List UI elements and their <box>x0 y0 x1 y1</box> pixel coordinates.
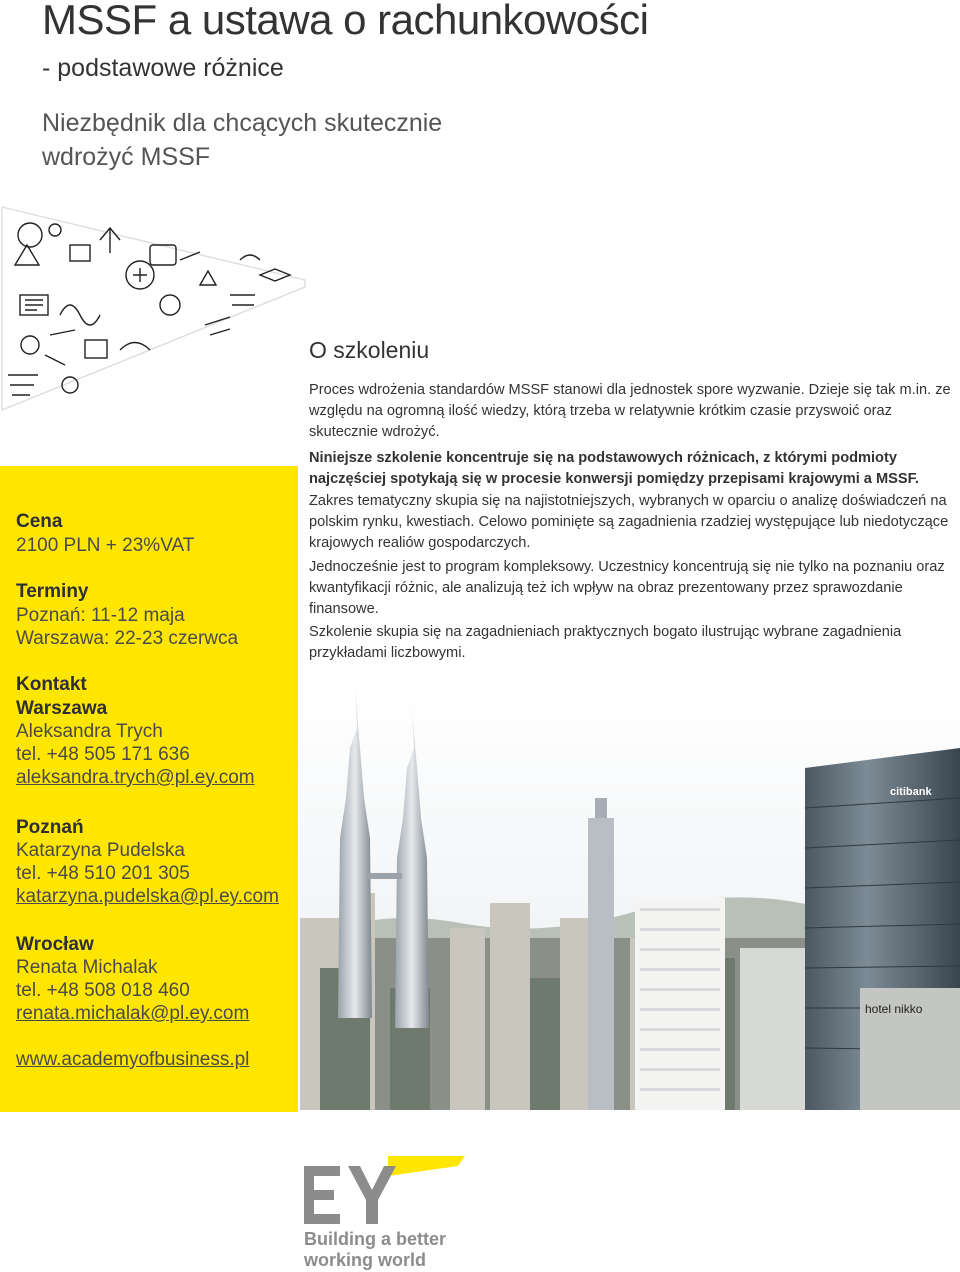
price-value: 2100 PLN + 23%VAT <box>16 535 195 556</box>
contact-city: Wrocław <box>16 934 94 955</box>
about-paragraph-highlight: Niniejsze szkolenie koncentruje się na podstawowych różnicach, z którymi podmioty najczęściej spotykają się w procesie konwersji pomiędzy przepisami krajowymi a MSSF. <box>309 450 919 487</box>
sketch-doodles-illustration <box>0 205 310 415</box>
city-skyline-photo <box>300 688 960 1110</box>
ey-slogan-line1: Building a better <box>304 1229 447 1249</box>
contact-email-link[interactable]: renata.michalak@pl.ey.com <box>16 1003 250 1024</box>
about-paragraph: Szkolenie skupia się na zagadnieniach praktycznych bogato ilustrując wybrane zagadnienia przykładami liczbowymi. <box>309 624 902 661</box>
info-sidebar <box>0 466 298 1112</box>
sign-hotel-nikko: hotel nikko <box>865 1002 923 1016</box>
website-link[interactable]: www.academyofbusiness.pl <box>16 1049 250 1070</box>
terms-label: Terminy <box>16 581 89 602</box>
about-paragraph: Jednocześnie jest to program kompleksowy. Uczestnicy koncentrują się nie tylko na poznaniu oraz kwantyfikacji różnic, ale analizują też ich wpływ na obraz prezentowany przez sprawozdanie finansowe. <box>309 559 945 617</box>
tagline: Niezbędnik dla chcących skutecznie wdrożyć MSSF <box>42 109 443 171</box>
ey-logo-beam <box>388 1156 465 1176</box>
contact-label: Kontakt <box>16 674 87 695</box>
contact-name: Renata Michalak <box>16 957 158 978</box>
contact-phone: tel. +48 508 018 460 <box>16 980 190 1001</box>
contact-email-link[interactable]: aleksandra.trych@pl.ey.com <box>16 767 255 788</box>
term-item: Poznań: 11-12 maja <box>16 605 185 626</box>
sign-citibank: citibank <box>890 786 932 798</box>
section-title-about: O szkoleniu <box>309 337 430 363</box>
contact-phone: tel. +48 505 171 636 <box>16 744 190 765</box>
contact-phone: tel. +48 510 201 305 <box>16 863 190 884</box>
contact-email-link[interactable]: katarzyna.pudelska@pl.ey.com <box>16 886 279 907</box>
document-title: MSSF a ustawa o rachunkowości <box>42 0 649 43</box>
contact-city: Warszawa <box>16 698 108 719</box>
contact-city: Poznań <box>16 817 84 838</box>
contact-name: Katarzyna Pudelska <box>16 840 185 861</box>
ey-slogan-line2: working world <box>304 1250 427 1270</box>
price-label: Cena <box>16 511 63 532</box>
document-subtitle: - podstawowe różnice <box>42 54 284 82</box>
contact-name: Aleksandra Trych <box>16 721 163 742</box>
about-paragraph: Proces wdrożenia standardów MSSF stanowi dla jednostek spore wyzwanie. Dzieje się tak m.in. ze względu na ogromną ilość wiedzy, którą trzeba w relatywnie krótkim czasie przyswoić oraz skutecznie wdrożyć. <box>309 382 951 440</box>
ey-logo <box>300 1152 470 1272</box>
about-paragraph: Zakres tematyczny skupia się na najistotniejszych, wybranych w oparciu o analizę doświadczeń na polskim rynku, kwestiach. Celowo pominięte są zagadnienia rzadziej występujące lub niedotyczące krajowych realiów gospodarczych. <box>309 493 949 551</box>
term-item: Warszawa: 22-23 czerwca <box>16 628 239 649</box>
